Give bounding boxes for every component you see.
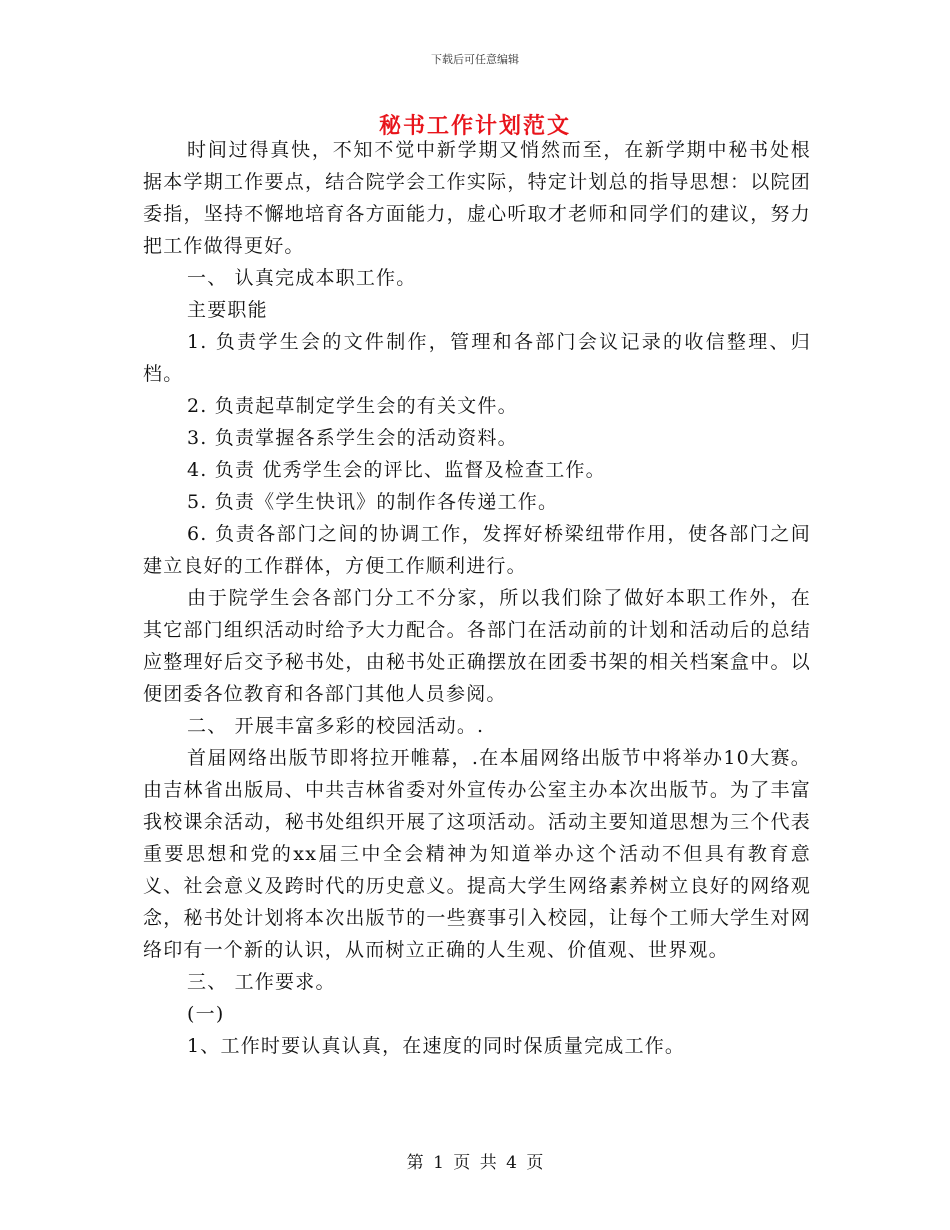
document-title: 秘书工作计划范文 (378, 113, 571, 139)
subheading-part-1: (一) (187, 1003, 225, 1025)
header-note: 下载后可任意编辑 (431, 53, 519, 66)
list-item-duty-5: 5. 负责《学生快讯》的制作各传递工作。 (187, 491, 559, 513)
section-heading-3: 三、 工作要求。 (187, 971, 336, 993)
list-item-duty-1: 1. 负责学生会的文件制作，管理和各部门会议记录的收信整理、归档。 (143, 331, 811, 385)
section-heading-2: 二、 开展丰富多彩的校园活动。. (187, 715, 485, 737)
list-item-duty-4: 4. 负责 优秀学生会的评比、监督及检查工作。 (187, 459, 606, 481)
section-heading-1: 一、 认真完成本职工作。 (187, 267, 417, 289)
list-item-duty-3: 3. 负责掌握各系学生会的活动资料。 (187, 427, 518, 449)
paragraph-publishing-festival: 首届网络出版节即将拉开帷幕，.在本届网络出版节中将举办10大赛。由吉林省出版局、中共吉林省委对外宣传办公室主办本次出版节。为了丰富我校课余活动，秘书处组织开展了这项活动。活动主要知道思想为三个代表重要思想和党的xx届三中全会精神为知道举办这个活动不但具有教育意义、社会意义及跨时代的历史意义。提高大学生网络素养树立良好的网络观念，秘书处计划将本次出版节的一些赛事引入校园，让每个工师大学生对网络印有一个新的认识，从而树立正确的人生观、价值观、世界观。 (143, 747, 811, 961)
paragraph-cooperation: 由于院学生会各部门分工不分家，所以我们除了做好本职工作外，在其它部门组织活动时给予大力配合。各部门在活动前的计划和活动后的总结应整理好后交予秘书处，由秘书处正确摆放在团委书架的相关档案盒中。以便团委各位教育和各部门其他人员参阅。 (143, 587, 811, 705)
subheading-main-duties: 主要职能 (187, 299, 268, 321)
page-footer: 第 1 页 共 4 页 (406, 1153, 544, 1173)
list-item-requirement-1: 1、工作时要认真认真，在速度的同时保质量完成工作。 (187, 1035, 686, 1057)
paragraph-intro: 时间过得真快，不知不觉中新学期又悄然而至，在新学期中秘书处根据本学期工作要点，结合院学会工作实际，特定计划总的指导思想：以院团委指，坚持不懈地培育各方面能力，虚心听取才老师和同学们的建议，努力把工作做得更好。 (143, 139, 811, 257)
list-item-duty-6: 6. 负责各部门之间的协调工作，发挥好桥梁纽带作用，使各部门之间建立良好的工作群体，方便工作顺利进行。 (143, 523, 811, 577)
document-body (143, 134, 811, 1062)
list-item-duty-2: 2. 负责起草制定学生会的有关文件。 (187, 395, 518, 417)
